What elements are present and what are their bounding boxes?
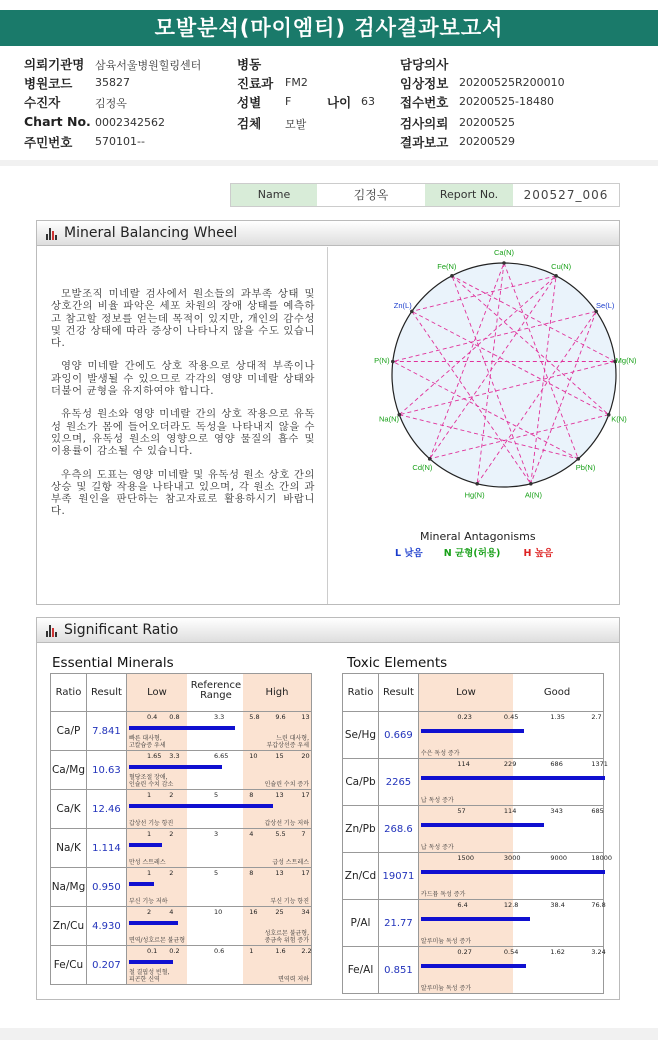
col-high: High [265, 687, 289, 698]
ratio-header [37, 618, 619, 643]
header-field-label: 주민번호 [24, 135, 73, 150]
header-field-value: 63 [361, 95, 375, 108]
wheel-caption: Mineral Antagonisms [420, 530, 536, 543]
header-field-label: 성별 [237, 95, 262, 110]
ratio-range-cell [126, 790, 311, 829]
table-row [343, 947, 604, 994]
table-row [343, 712, 604, 759]
range-tick-label: 3000 [503, 854, 521, 862]
ratio-high-note: 성호르몬 불균형, 중금속 위험 증가 [264, 930, 309, 944]
ratio-value-bar [129, 726, 235, 730]
col-ratio: Ratio [343, 674, 379, 712]
col-range [418, 674, 603, 712]
wheel-node-dot [391, 360, 395, 364]
header-field-label: 병동 [237, 57, 262, 72]
ratio-range-cell [126, 946, 311, 985]
ratio-result: 2265 [378, 759, 418, 806]
ratio-name: Na/K [51, 829, 87, 868]
ratio-range-cell [126, 829, 311, 868]
ratio-high-note: 면역력 저하 [278, 975, 309, 983]
range-tick-label: 5.5 [275, 830, 286, 838]
wheel-node-label: Na(N) [378, 414, 399, 424]
range-tick-label: 9.6 [275, 713, 286, 721]
range-tick-label: 17 [301, 869, 310, 877]
header-field-label: 나이 [327, 95, 352, 110]
range-tick-label: 8 [249, 869, 254, 877]
ratio-name: Fe/Cu [51, 946, 87, 985]
ratio-name: Ca/Pb [343, 759, 379, 806]
range-tick-label: 1.35 [550, 713, 565, 721]
wheel-description [51, 288, 315, 529]
name-label: Name [231, 184, 317, 206]
range-tick-label: 16 [249, 908, 258, 916]
header-field-value: 20200525-18480 [459, 95, 554, 108]
ratio-result: 10.63 [86, 751, 126, 790]
wheel-node-dot [428, 457, 432, 461]
ratio-value-bar [421, 917, 530, 921]
header-field-label: 담당의사 [400, 57, 449, 72]
range-tick-label: 13 [275, 869, 284, 877]
range-tick-label: 114 [457, 760, 470, 768]
range-tick-label: 0.2 [169, 947, 180, 955]
ratio-value-bar [421, 729, 524, 733]
ratio-range-cell [126, 907, 311, 946]
col-ratio: Ratio [51, 674, 87, 712]
range-tick-label: 10 [213, 908, 223, 916]
ratio-name: Fe/Al [343, 947, 379, 994]
range-tick-label: 76.8 [591, 901, 606, 909]
ratio-result: 1.114 [86, 829, 126, 868]
wheel-node-label: Al(N) [524, 490, 542, 500]
range-tick-label: 686 [550, 760, 563, 768]
header-field-value: 20200529 [459, 135, 515, 148]
range-tick-label: 2 [146, 908, 152, 916]
legend-high: H 높음 [523, 548, 554, 559]
header-field-label: 검사의뢰 [400, 116, 449, 131]
range-tick-label: 0.4 [146, 713, 158, 721]
ratio-result: 21.77 [378, 900, 418, 947]
bar-chart-icon [46, 228, 58, 240]
range-tick-label: 0.54 [503, 948, 519, 956]
range-tick-label: 1.65 [146, 752, 162, 760]
panel-divider [327, 247, 328, 604]
range-tick-label: 10 [249, 752, 258, 760]
range-tick-label: 34 [301, 908, 310, 916]
range-tick-label: 0.27 [457, 948, 472, 956]
range-tick-label: 2 [169, 791, 174, 799]
essential-minerals-heading: Essential Minerals [52, 655, 174, 671]
header-field-value: 모발 [285, 118, 307, 131]
table-row [343, 853, 604, 900]
report-title: 모발분석(마이엠티) 검사결과보고서 [0, 10, 658, 46]
ratio-value-bar [129, 882, 154, 886]
ratio-title: Significant Ratio [64, 622, 179, 638]
wheel-node-label: Pb(N) [575, 463, 596, 473]
ratio-range-cell [418, 853, 613, 900]
description-paragraph: 우측의 도표는 영양 미네랄 및 유독성 원소 상호 간의 상승 및 길항 작용을 나타내고 있으며, 각 원소 간의 과부족 원인을 판단하는 참고자료로 활용하시기 바랍니다. [51, 468, 315, 518]
col-low: Low [456, 687, 476, 698]
description-paragraph: 모발조직 미네랄 검사에서 원소들의 과부족 상태 및 상호간의 비율 파악은 세포 차원의 장애 상태를 예측하고 참고할 정보를 얻는데 목적이 있지만, 개인의 감수성 및 건강 상태에 따라 증상이 나타나지 않을 수도 있습니다. [51, 288, 315, 350]
ratio-value-bar [129, 960, 173, 964]
range-tick-label: 0.8 [169, 713, 180, 721]
wheel-node-dot [475, 482, 479, 486]
col-low: Low [147, 687, 167, 698]
legend-normal: N 균형(허용) [443, 548, 501, 559]
header-field-label: 진료과 [237, 76, 274, 91]
ratio-note: 납 독성 증가 [420, 796, 454, 804]
range-tick-label: 0.6 [213, 947, 225, 955]
table-row [51, 790, 312, 829]
range-tick-label: 3 [213, 830, 219, 838]
ratio-name: P/Al [343, 900, 379, 947]
range-tick-label: 7 [301, 830, 306, 838]
header-field-label: 의뢰기관명 [24, 57, 85, 72]
ratio-value-bar [421, 776, 605, 780]
wheel-node-dot [607, 413, 611, 417]
ratio-value-bar [421, 823, 544, 827]
ratio-result: 0.950 [86, 868, 126, 907]
ratio-range-cell [418, 759, 608, 806]
ratio-value-bar [129, 843, 162, 847]
range-tick-label: 25 [275, 908, 284, 916]
description-paragraph: 유독성 원소와 영양 미네랄 간의 상호 작용으로 유독성 원소가 몸에 들어오더라도 독성을 나타내지 않을 수 있으며, 유독성 원소의 영향으로 영양 물질의 흡수 및 이용률이 감소될 수 있습니다. [51, 408, 315, 458]
wheel-node-dot [502, 261, 506, 265]
ratio-name: Ca/K [51, 790, 87, 829]
table-row [343, 759, 604, 806]
header-field-value: 20200525 [459, 116, 515, 129]
ratio-value-bar [129, 921, 178, 925]
ratio-result: 12.46 [86, 790, 126, 829]
wheel-node-label: Mg(N) [615, 356, 637, 366]
range-tick-label: 6.4 [457, 901, 468, 909]
wheel-node-label: P(N) [374, 356, 390, 366]
header-field-value: 삼육서울병원힐링센터 [95, 59, 202, 72]
ratio-range-cell [126, 712, 311, 751]
ratio-note: 알루미늄 독성 증가 [420, 984, 472, 992]
range-tick-label: 13 [275, 791, 284, 799]
header-field-label: 검체 [237, 116, 262, 131]
wheel-circle [392, 263, 616, 487]
ratio-note: 수은 독성 증가 [420, 749, 460, 757]
header-field-value: FM2 [285, 76, 308, 89]
range-tick-label: 1.62 [550, 948, 565, 956]
header-field-label: 수진자 [24, 95, 61, 110]
range-tick-label: 2.7 [591, 713, 602, 721]
wheel-node-label: Cu(N) [551, 262, 572, 272]
ratio-result: 268.6 [378, 806, 418, 853]
section-divider [0, 160, 658, 166]
table-row [51, 907, 312, 946]
wheel-node-label: Hg(N) [464, 490, 485, 500]
range-tick-label: 17 [301, 791, 310, 799]
range-tick-label: 2 [169, 830, 174, 838]
header-field-value: 김정옥 [95, 97, 127, 110]
wheel-node-dot [554, 274, 558, 278]
ratio-low-note: 철 결핍성 빈혈, 피곤한 신역 [128, 969, 170, 983]
range-tick-label: 38.4 [550, 901, 565, 909]
table-row [343, 900, 604, 947]
table-header-row [343, 674, 604, 712]
ratio-value-bar [421, 870, 605, 874]
ratio-name: Se/Hg [343, 712, 379, 759]
range-tick-label: 1 [146, 830, 152, 838]
header-field-label: 결과보고 [400, 135, 449, 150]
range-tick-label: 1.6 [275, 947, 286, 955]
range-tick-label: 4 [249, 830, 254, 838]
range-tick-label: 5 [213, 869, 219, 877]
ratio-range-cell [418, 806, 603, 853]
wheel-node-label: Fe(N) [437, 262, 457, 272]
table-row [51, 712, 312, 751]
ratio-name: Zn/Cd [343, 853, 379, 900]
bar-chart-icon [46, 625, 58, 637]
table-row [343, 806, 604, 853]
ratio-low-note: 부신 기능 저하 [128, 897, 168, 905]
ratio-result: 7.841 [86, 712, 126, 751]
range-tick-label: 8 [249, 791, 254, 799]
header-field-value: 0002342562 [95, 116, 165, 129]
header-field-label: 병원코드 [24, 76, 73, 91]
header-field-label: 접수번호 [400, 95, 449, 110]
ratio-note: 납 독성 증가 [420, 843, 454, 851]
ratio-result: 0.851 [378, 947, 418, 994]
table-header-row [51, 674, 312, 712]
ratio-result: 0.207 [86, 946, 126, 985]
range-tick-label: 5 [213, 791, 219, 799]
footer-divider [0, 1028, 658, 1040]
header-field-value: 20200525R200010 [459, 76, 565, 89]
ratio-range-cell [126, 751, 311, 790]
range-tick-label: 9000 [550, 854, 567, 862]
header-field-label: Chart No. [24, 114, 91, 129]
ratio-name: Zn/Cu [51, 907, 87, 946]
col-result: Result [378, 674, 418, 712]
ratio-high-note: 인슐린 수치 증가 [264, 780, 309, 788]
wheel-node-label: Ca(N) [494, 248, 514, 257]
ratio-high-note: 느린 대사형, 부갑상선증 우세 [266, 735, 309, 749]
range-tick-label: 12.8 [503, 901, 519, 909]
ratio-result: 4.930 [86, 907, 126, 946]
table-row [51, 751, 312, 790]
range-tick-label: 0.1 [146, 947, 158, 955]
ratio-name: Ca/Mg [51, 751, 87, 790]
header-field-value: 570101-- [95, 135, 145, 148]
ratio-result: 0.669 [378, 712, 418, 759]
wheel-node-dot [529, 482, 533, 486]
ratio-result: 19071 [378, 853, 418, 900]
table-row [51, 868, 312, 907]
wheel-node-dot [450, 274, 454, 278]
ratio-note: 알루미늄 독성 증가 [420, 937, 472, 945]
wheel-node-label: Cd(N) [412, 463, 433, 473]
name-value: 김정옥 [353, 188, 389, 202]
table-row [51, 946, 312, 985]
ratio-high-note: 부신 기능 항진 [270, 897, 309, 905]
ratio-name: Zn/Pb [343, 806, 379, 853]
ratio-range-cell [126, 868, 311, 907]
range-tick-label: 0.45 [503, 713, 519, 721]
col-reference: Reference Range [190, 680, 242, 701]
wheel-node-label: Se(L) [596, 301, 615, 311]
description-paragraph: 영양 미네랄 간에도 상호 작용으로 상대적 부족이나 과잉이 발생될 수 있으므로 각각의 영양 미네랄 상태와 더불어 균형을 유지하여야 합니다. [51, 360, 315, 398]
range-tick-label: 685 [591, 807, 604, 815]
col-result: Result [86, 674, 126, 712]
ratio-low-note: 빠른 대사형, 고칼슘증 우세 [128, 735, 166, 749]
range-tick-label: 2 [169, 869, 174, 877]
range-tick-label: 5.8 [249, 713, 260, 721]
toxic-elements-table [342, 673, 613, 994]
ratio-value-bar [129, 804, 273, 808]
essential-minerals-table [50, 673, 312, 985]
wheel-legend [395, 545, 553, 559]
range-tick-label: 6.65 [213, 752, 229, 760]
ratio-low-note: 혈당조절 장애, 인슐린 수치 감소 [128, 774, 174, 788]
mineral-wheel-header [37, 221, 619, 246]
header-field-value: F [285, 95, 292, 108]
range-tick-label: 20 [301, 752, 310, 760]
ratio-note: 카드뮴 독성 증가 [420, 890, 466, 898]
toxic-elements-heading: Toxic Elements [347, 655, 448, 671]
range-tick-label: 18000 [591, 854, 613, 862]
ratio-range-cell [418, 900, 606, 947]
range-tick-label: 3.24 [591, 948, 606, 956]
range-tick-label: 1371 [591, 760, 608, 768]
ratio-range-cell [418, 947, 606, 994]
wheel-node-dot [576, 457, 580, 461]
mineral-wheel-panel [36, 220, 637, 605]
range-tick-label: 3.3 [169, 752, 180, 760]
mineral-wheel-title: Mineral Balancing Wheel [64, 225, 238, 241]
ratio-name: Na/Mg [51, 868, 87, 907]
range-tick-label: 0.23 [457, 713, 472, 721]
ratio-value-bar [421, 964, 526, 968]
range-tick-label: 2.2 [301, 947, 312, 955]
legend-low: L 낮음 [395, 548, 423, 559]
ratio-low-note: 갑상선 기능 항진 [128, 819, 174, 827]
range-tick-label: 1 [249, 947, 254, 955]
col-good: Good [543, 687, 571, 698]
range-tick-label: 57 [457, 807, 466, 815]
report-no-value: 200527_006 [523, 188, 609, 202]
range-tick-label: 15 [275, 752, 284, 760]
ratio-high-note: 급성 스트레스 [272, 858, 309, 866]
wheel-node-label: K(N) [611, 414, 627, 424]
table-row [51, 829, 312, 868]
col-range [126, 674, 311, 712]
ratio-name: Ca/P [51, 712, 87, 751]
range-tick-label: 3.3 [213, 713, 225, 721]
name-report-box [230, 183, 620, 207]
header-field-label: 임상정보 [400, 76, 449, 91]
range-tick-label: 4 [169, 908, 174, 916]
range-tick-label: 343 [550, 807, 563, 815]
ratio-range-cell [418, 712, 603, 759]
ratio-value-bar [129, 765, 222, 769]
range-tick-label: 114 [503, 807, 517, 815]
range-tick-label: 1 [146, 869, 152, 877]
range-tick-label: 229 [503, 760, 517, 768]
range-tick-label: 1500 [457, 854, 474, 862]
ratio-low-note: 면역/성호르몬 불균형 [128, 936, 186, 944]
wheel-node-label: Zn(L) [393, 301, 412, 311]
range-tick-label: 13 [301, 713, 310, 721]
header-field-value: 35827 [95, 76, 130, 89]
ratio-high-note: 갑상선 기능 저하 [264, 819, 309, 827]
range-tick-label: 1 [146, 791, 152, 799]
ratio-low-note: 만성 스트레스 [128, 858, 166, 866]
report-no-label: Report No. [425, 184, 513, 206]
